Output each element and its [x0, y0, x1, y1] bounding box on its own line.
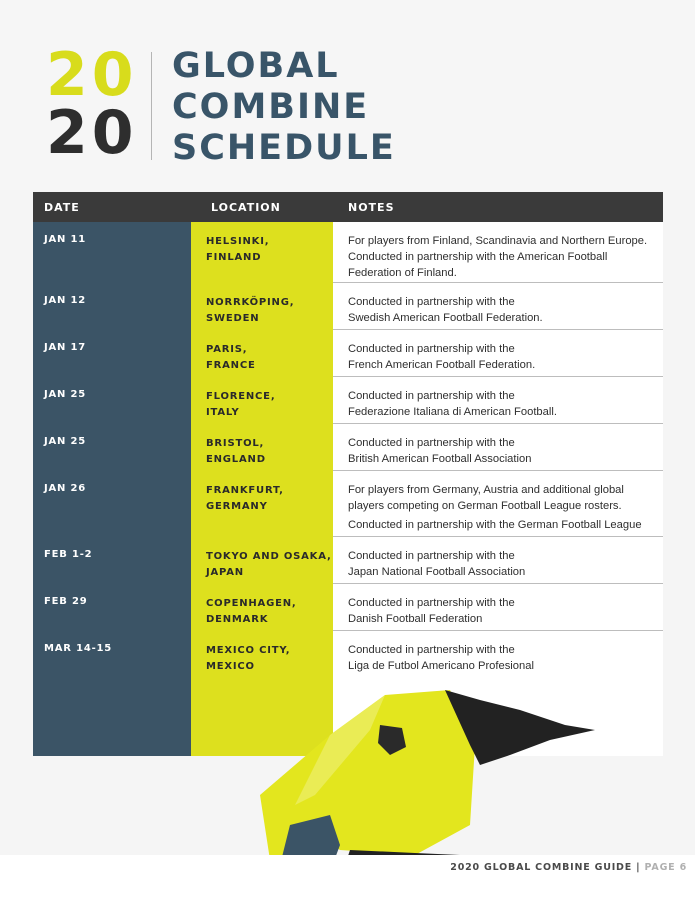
notes-line: Federazione Italiana di American Football. [348, 406, 557, 418]
notes-line: Swedish American Football Federation. [348, 312, 543, 324]
row-notes [348, 388, 648, 420]
location-line: MEXICO [206, 661, 255, 672]
year-heading [46, 40, 138, 168]
table-row [33, 631, 663, 682]
page-footer [0, 855, 695, 900]
footer-text [450, 862, 687, 873]
notes-line: British American Football Association [348, 453, 532, 465]
notes-line: players competing on German Football League rosters. [348, 500, 622, 512]
row-location [206, 483, 284, 515]
location-line: COPENHAGEN, [206, 598, 297, 609]
row-notes [348, 642, 648, 674]
location-line: MEXICO CITY, [206, 645, 291, 656]
row-notes [348, 595, 648, 627]
title-line: SCHEDULE [172, 128, 396, 168]
row-date: JAN 25 [44, 389, 87, 400]
row-notes [348, 548, 648, 580]
row-date: JAN 17 [44, 342, 87, 353]
location-line: ITALY [206, 407, 240, 418]
footer-separator: | [636, 862, 641, 873]
location-line: FRANCE [206, 360, 256, 371]
row-location [206, 295, 294, 327]
row-location [206, 342, 256, 374]
location-line: FINLAND [206, 252, 262, 263]
year-bottom: 20 [46, 98, 138, 168]
notes-line: Liga de Futbol Americano Profesional [348, 660, 534, 672]
notes-line: French American Football Federation. [348, 359, 536, 371]
row-notes [348, 294, 648, 326]
row-date: JAN 25 [44, 436, 87, 447]
table-row [33, 330, 663, 377]
row-notes [348, 341, 648, 373]
row-location [206, 234, 269, 266]
row-location [206, 596, 297, 628]
title-line: COMBINE [172, 87, 370, 127]
location-line: TOKYO AND OSAKA, [206, 551, 332, 562]
page-title [172, 46, 396, 169]
location-line: HELSINKI, [206, 236, 270, 247]
notes-line: Conducted in partnership with the American Football [348, 251, 608, 263]
location-line: GERMANY [206, 501, 268, 512]
row-date: JAN 26 [44, 483, 87, 494]
location-line: ENGLAND [206, 454, 266, 465]
row-date: MAR 14-15 [44, 643, 113, 654]
row-location [206, 389, 275, 421]
notes-line: Conducted in partnership with the [348, 390, 515, 402]
row-date: JAN 11 [44, 234, 87, 245]
column-header-date: DATE [44, 201, 80, 214]
location-line: NORRKÖPING, [206, 297, 295, 308]
row-location [206, 436, 266, 468]
footer-guide-title: 2020 GLOBAL COMBINE GUIDE [450, 862, 633, 873]
year-top: 20 [46, 40, 138, 110]
notes-line: Danish Football Federation [348, 613, 483, 625]
table-header [33, 192, 663, 222]
row-date: FEB 1-2 [44, 549, 93, 560]
title-line: GLOBAL [172, 46, 340, 86]
row-location [206, 549, 332, 581]
table-row [33, 471, 663, 537]
location-line: FLORENCE, [206, 391, 276, 402]
notes-line: Federation of Finland. [348, 267, 457, 279]
column-header-notes: NOTES [348, 201, 395, 214]
location-line: DENMARK [206, 614, 269, 625]
notes-line: Conducted in partnership with the German Football League [348, 519, 642, 531]
column-header-location: LOCATION [211, 201, 281, 214]
table-row [33, 537, 663, 584]
table-row [33, 377, 663, 424]
location-line: FRANKFURT, [206, 485, 284, 496]
row-notes [348, 435, 648, 467]
notes-line: Conducted in partnership with the [348, 644, 515, 656]
row-date: JAN 12 [44, 295, 87, 306]
location-line: JAPAN [206, 567, 244, 578]
title-divider [151, 52, 152, 160]
notes-line: Japan National Football Association [348, 566, 526, 578]
notes-line: Conducted in partnership with the [348, 343, 515, 355]
location-line: BRISTOL, [206, 438, 265, 449]
table-row [33, 424, 663, 471]
row-location [206, 643, 290, 675]
row-notes [348, 482, 648, 533]
schedule-table [33, 192, 663, 756]
table-row [33, 222, 663, 283]
location-line: PARIS, [206, 344, 248, 355]
notes-line: Conducted in partnership with the [348, 597, 515, 609]
footer-page-number: PAGE 6 [644, 862, 687, 873]
notes-line: Conducted in partnership with the [348, 296, 515, 308]
notes-line: Conducted in partnership with the [348, 437, 515, 449]
notes-line: Conducted in partnership with the [348, 550, 515, 562]
location-line: SWEDEN [206, 313, 260, 324]
notes-line: For players from Germany, Austria and additional global [348, 484, 624, 496]
row-date: FEB 29 [44, 596, 88, 607]
row-notes [348, 233, 648, 281]
notes-line: For players from Finland, Scandinavia and Northern Europe. [348, 235, 648, 247]
table-row [33, 283, 663, 330]
table-row [33, 584, 663, 631]
